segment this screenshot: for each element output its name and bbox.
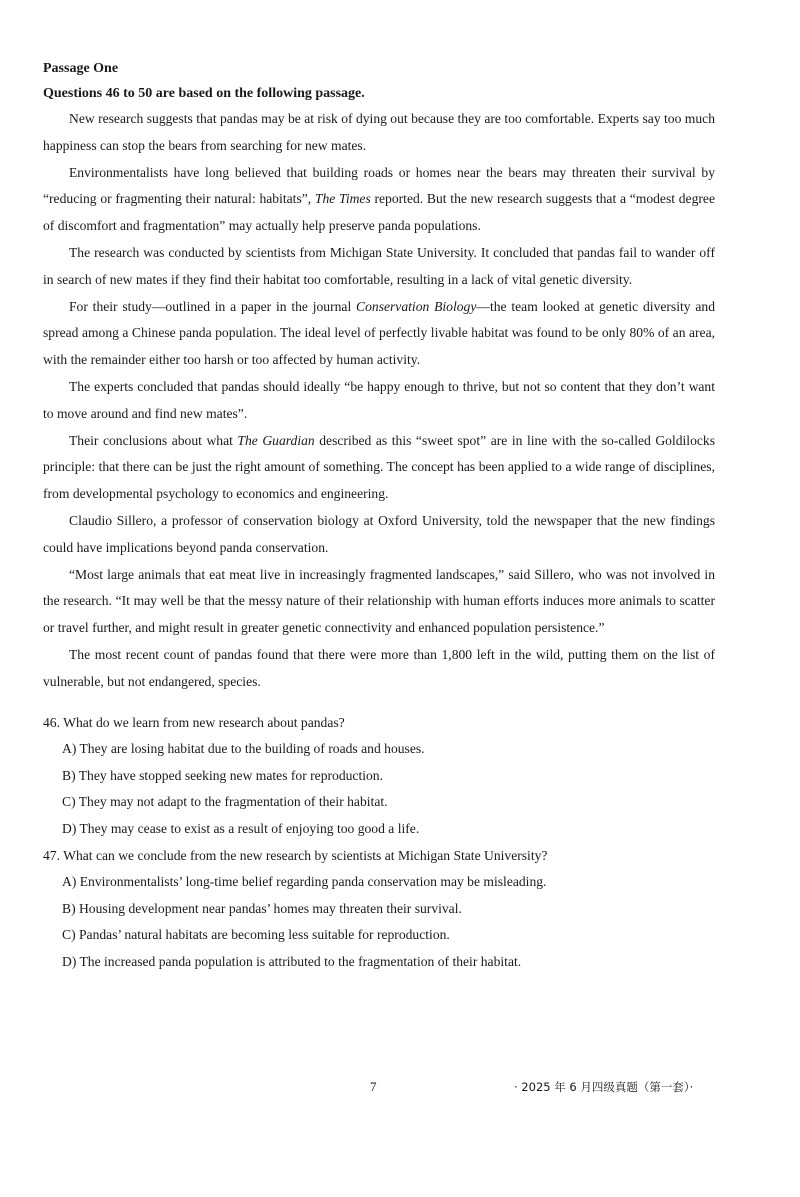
paragraph-text: The research was conducted by scientists from Michigan State University. It concluded that pandas fail to wander off in search of new mates if they find their habitat too comfortable, resulting in a lack of vital genetic diversity.	[43, 244, 715, 287]
passage-title: Passage One	[43, 61, 119, 76]
paragraph-text: reported. But the new research suggests that a “modest degree of discomfort and fragmentation” may actually help preserve panda populations.	[43, 191, 715, 234]
page-number: 7	[370, 1079, 377, 1094]
italic-title: The Times	[314, 191, 371, 207]
answer-option: B) Housing development near pandas’ homes may threaten their survival.	[62, 900, 462, 916]
exam-label: · 2025 年 6 月四级真题（第一套）·	[514, 1080, 694, 1094]
italic-title: Conservation Biology	[356, 298, 477, 314]
passage-paragraph	[43, 374, 715, 428]
paragraph-text: Claudio Sillero, a professor of conservation biology at Oxford University, told the newspaper that the new findings could have implications beyond panda conservation.	[43, 512, 715, 555]
italic-title: The Guardian	[237, 432, 315, 448]
paragraph-text: New research suggests that pandas may be at risk of dying out because they are too comfortable. Experts say too much happiness can stop the bears from searching for new mates.	[43, 111, 715, 153]
paragraph-text: —the team looked at genetic diversity and spread among a Chinese panda population. The ideal level of perfectly livable habitat was found to be only 80% of an area, with the remainder either too harsh or too affected by human activity.	[43, 298, 715, 368]
question-block	[43, 843, 715, 976]
passage-paragraph	[43, 294, 715, 374]
answer-option: B) They have stopped seeking new mates for reproduction.	[62, 767, 383, 783]
paragraph-text: The most recent count of pandas found that there were more than 1,800 left in the wild, putting them on the list of vulnerable, but not endangered, species.	[43, 646, 715, 689]
passage-paragraph	[43, 642, 715, 696]
paragraph-text: described as this “sweet spot” are in line with the so-called Goldilocks principle: that there can be just the right amount of something. The concept has been applied to a wide range of disciplines, from developmental psychology to economics and engineering.	[43, 432, 715, 502]
answer-option: C) They may not adapt to the fragmentation of their habitat.	[62, 794, 388, 810]
passage-paragraph	[43, 106, 715, 160]
exam-page	[43, 56, 715, 975]
answer-option: D) The increased panda population is attributed to the fragmentation of their habitat.	[62, 953, 522, 969]
question-list	[43, 710, 715, 976]
paragraph-text: “Most large animals that eat meat live in increasingly fragmented landscapes,” said Sillero, who was not involved in the research. “It may well be that the messy nature of their relationship with human efforts induces more animals to scatter or travel further, and might result in greater genetic connectivity and enhanced population persistence.”	[43, 566, 715, 636]
paragraph-text: The experts concluded that pandas should ideally “be happy enough to thrive, but not so content that they don’t want to move around and find new mates”.	[43, 378, 715, 421]
passage-paragraph	[43, 160, 715, 240]
paragraph-text: For their study—outlined in a paper in the journal	[69, 298, 357, 314]
question-stem: 47. What can we conclude from the new research by scientists at Michigan State University?	[43, 847, 548, 863]
paragraph-text: Environmentalists have long believed that building roads or homes near the bears may threaten their survival by “reducing or fragmenting their natural: habitats”,	[43, 164, 715, 207]
passage-paragraph	[43, 562, 715, 642]
answer-option: A) They are losing habitat due to the building of roads and houses.	[62, 741, 425, 757]
passage-paragraph	[43, 428, 715, 508]
answer-option: C) Pandas’ natural habitats are becoming less suitable for reproduction.	[62, 927, 450, 943]
passage-body	[43, 106, 715, 696]
question-stem: 46. What do we learn from new research about pandas?	[43, 714, 345, 730]
answer-option: D) They may cease to exist as a result of enjoying too good a life.	[62, 820, 420, 836]
paragraph-text: Their conclusions about what	[69, 432, 238, 448]
passage-instruction: Questions 46 to 50 are based on the following passage.	[43, 86, 365, 101]
question-block	[43, 710, 715, 843]
passage-paragraph	[43, 240, 715, 294]
answer-option: A) Environmentalists’ long-time belief regarding panda conservation may be misleading.	[62, 874, 547, 890]
passage-paragraph	[43, 508, 715, 562]
page-footer	[0, 1079, 800, 1099]
